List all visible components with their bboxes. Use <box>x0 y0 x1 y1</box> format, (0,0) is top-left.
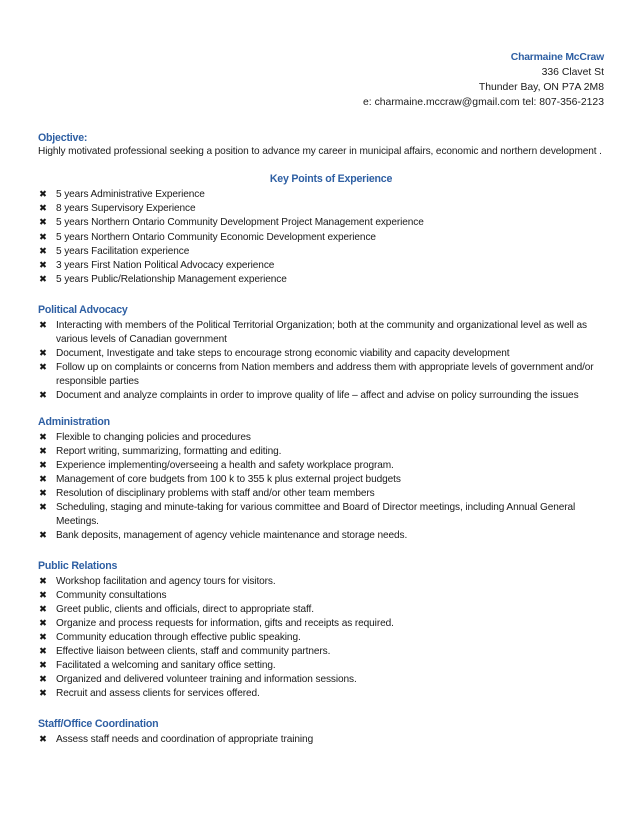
political-advocacy-list <box>38 319 604 403</box>
cross-bullet-icon: ✖ <box>39 530 47 542</box>
contact-header <box>38 50 604 110</box>
list-item: ✖ Assess staff needs and coordination of appropriate training <box>39 734 314 746</box>
list-item: ✖ Bank deposits, management of agency vehicle maintenance and storage needs. <box>39 530 408 542</box>
cross-bullet-icon: ✖ <box>39 203 47 215</box>
list-item: ✖ Experience implementing/overseeing a health and safety workplace program. <box>39 460 394 472</box>
administration-list <box>38 431 604 543</box>
list-item: ✖ 5 years Northern Ontario Community Development Project Management experience <box>38 216 604 230</box>
list-item: ✖ Scheduling, staging and minute-taking for various committee and Board of Director meetings, including Annual General Meetings. <box>39 502 576 528</box>
list-item: ✖ Facilitated a welcoming and sanitary office setting. <box>39 660 276 672</box>
list-item: ✖ Document and analyze complaints in order to improve quality of life – affect and advise on policy surrounding the issues <box>39 390 579 402</box>
cross-bullet-icon: ✖ <box>39 390 47 402</box>
political-advocacy-heading: Political Advocacy <box>38 304 128 317</box>
list-item: ✖ Follow up on complaints or concerns from Nation members and address them with appropriate levels of government and/or responsible parties <box>39 362 594 388</box>
list-item: ✖ Organized and delivered volunteer training and information sessions. <box>39 674 357 686</box>
cross-bullet-icon: ✖ <box>39 660 47 672</box>
cross-bullet-icon: ✖ <box>39 320 47 332</box>
cross-bullet-icon: ✖ <box>39 674 47 686</box>
cross-bullet-icon: ✖ <box>39 260 47 272</box>
cross-bullet-icon: ✖ <box>39 590 47 602</box>
list-item: ✖ 5 years Northern Ontario Community Economic Development experience <box>38 231 604 245</box>
cross-bullet-icon: ✖ <box>39 460 47 472</box>
list-item: ✖ Document, Investigate and take steps to encourage strong economic viability and capacity development <box>39 348 510 360</box>
cross-bullet-icon: ✖ <box>39 618 47 630</box>
street-address: 336 Clavet St <box>541 67 604 78</box>
list-item: ✖ 5 years Facilitation experience <box>38 245 604 259</box>
list-item: ✖ 5 years Administrative Experience <box>38 188 604 202</box>
list-item: ✖ Greet public, clients and officials, direct to appropriate staff. <box>39 604 314 616</box>
key-points-list <box>38 188 604 287</box>
objective-text: Highly motivated professional seeking a position to advance my career in municipal affairs, economic and northern development . <box>38 146 602 157</box>
cross-bullet-icon: ✖ <box>39 217 47 229</box>
list-item: ✖ Interacting with members of the Political Territorial Organization; both at the community and organizational level as well as various levels of Canadian government <box>39 320 587 346</box>
cross-bullet-icon: ✖ <box>39 502 47 514</box>
public-relations-list <box>38 575 604 701</box>
public-relations-heading: Public Relations <box>38 560 118 573</box>
list-item: ✖ Community consultations <box>39 590 167 602</box>
objective-heading: Objective: <box>38 132 88 144</box>
staff-office-list <box>38 733 604 747</box>
resume-page <box>38 0 604 747</box>
cross-bullet-icon: ✖ <box>39 474 47 486</box>
cross-bullet-icon: ✖ <box>39 646 47 658</box>
cross-bullet-icon: ✖ <box>39 274 47 286</box>
contact-line: e: charmaine.mccraw@gmail.com tel: 807-356-2123 <box>363 97 604 108</box>
cross-bullet-icon: ✖ <box>39 432 47 444</box>
cross-bullet-icon: ✖ <box>39 576 47 588</box>
cross-bullet-icon: ✖ <box>39 231 47 243</box>
list-item: ✖ Report writing, summarizing, formatting and editing. <box>39 446 282 458</box>
cross-bullet-icon: ✖ <box>39 362 47 374</box>
cross-bullet-icon: ✖ <box>39 734 47 746</box>
list-item: ✖ 5 years Public/Relationship Management experience <box>38 273 604 287</box>
list-item: ✖ Flexible to changing policies and procedures <box>39 432 251 444</box>
list-item: ✖ Effective liaison between clients, staff and community partners. <box>39 646 331 658</box>
cross-bullet-icon: ✖ <box>39 189 47 200</box>
list-item: ✖ Management of core budgets from 100 k to 355 k plus external project budgets <box>39 474 401 486</box>
list-item: ✖ Organize and process requests for information, gifts and receipts as required. <box>39 618 394 630</box>
administration-heading: Administration <box>38 416 110 429</box>
list-item: ✖ Community education through effective public speaking. <box>39 632 301 644</box>
list-item: ✖ 8 years Supervisory Experience <box>38 202 604 216</box>
list-item: ✖ Recruit and assess clients for services offered. <box>39 688 260 700</box>
cross-bullet-icon: ✖ <box>39 245 47 257</box>
cross-bullet-icon: ✖ <box>39 488 47 500</box>
list-item: ✖ 3 years First Nation Political Advocacy experience <box>38 259 604 273</box>
city-address: Thunder Bay, ON P7A 2M8 <box>478 82 604 93</box>
cross-bullet-icon: ✖ <box>39 446 47 458</box>
list-item: ✖ Workshop facilitation and agency tours for visitors. <box>39 576 276 588</box>
key-points-heading: Key Points of Experience <box>269 173 393 185</box>
applicant-name: Charmaine McCraw <box>510 52 604 63</box>
cross-bullet-icon: ✖ <box>39 688 47 700</box>
list-item: ✖ Resolution of disciplinary problems with staff and/or other team members <box>39 488 375 500</box>
cross-bullet-icon: ✖ <box>39 632 47 644</box>
cross-bullet-icon: ✖ <box>39 348 47 360</box>
staff-office-heading: Staff/Office Coordination <box>38 718 159 731</box>
cross-bullet-icon: ✖ <box>39 604 47 616</box>
